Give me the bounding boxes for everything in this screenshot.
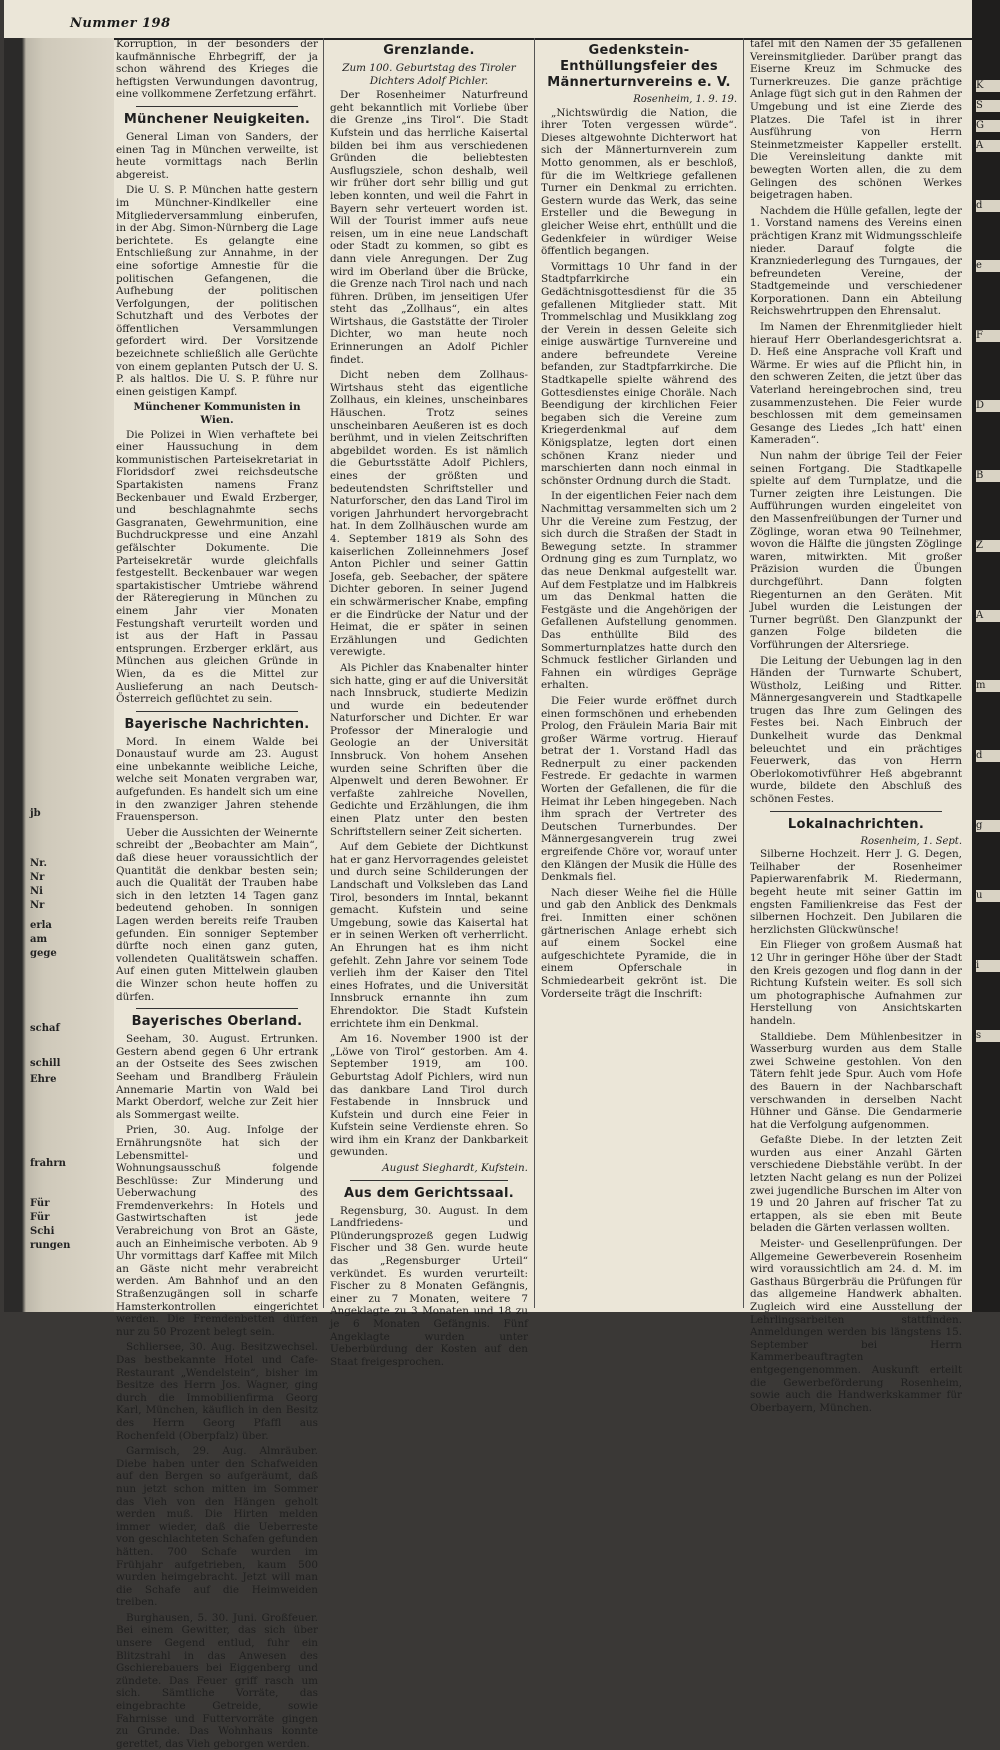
divider: [136, 1008, 298, 1009]
article-paragraph: Am 16. November 1900 ist der „Löwe von Tirol“ gestorben. Am 4. September 1919, am 100. Geburtstag Adolf Pichlers, wird nun das dankbare Land Tirol durch Festabende in Innsbruck und Kufstein und durch eine Feier in Kufstein seine Verdienste ehren. So wird ihm ein Kranz der Dankbarkeit gewunden.: [330, 1033, 528, 1159]
section-title-grenzlande: Grenzlande.: [383, 43, 475, 58]
article-paragraph: Im Namen der Ehrenmitglieder hielt hierauf Herr Oberlandesgerichtsrat a. D. Heß eine Ansprache voll Kraft und Wärme. Er wies auf die Pflicht hin, in den schweren Zeiten, die jetzt über das Vaterland hereingebrochen sind, treu zusammenzustehen. Die Feier wurde beschlossen mit dem gemeinsamen Gesange des Liedes „Ich hatt' einen Kameraden“.: [750, 321, 962, 447]
divider: [770, 811, 942, 812]
strip-fragment: K: [976, 80, 1000, 92]
strip-fragment: Z: [976, 540, 1000, 552]
dateline: Rosenheim, 1. Sept.: [860, 835, 962, 847]
article-paragraph: Der Rosenheimer Naturfreund geht bekanntlich mit Vorliebe über die Grenze „ins Tirol“. Die Stadt Kufstein und das herrliche Kaisertal bilden bei ihm aus verschiedenen Gründen die beliebtesten Ausflugsziele, schon deshalb, weil wir früher dort sehr billig und gut leben konnten, und weil die Fahrt in Bayern sehr verteuert worden ist. Will der Tourist immer aufs neue reisen, um in eine neue Landschaft oder Stadt zu kommen, so gibt es dann viele Anregungen. Der Zug wird im Oberland über die Brücke, die Grenze nach Tirol nach und nach führen. Drüben, im jenseitigen Ufer steht das „Zollhaus“, ein altes Wirtshaus, die Gaststätte der Tiroler Dichter, wo man heute noch Erinnerungen an Adolf Pichler findet.: [330, 89, 528, 366]
news-item: General Liman von Sanders, der einen Tag in München verweilte, ist heute vormittags nach Berlin abgereist.: [116, 130, 318, 181]
torn-left-margin: [4, 38, 114, 1312]
article-paragraph: Nach dieser Weihe fiel die Hülle und gab den Anblick des Denkmals frei. Inmitten einer schönen gärtnerischen Anlage erhebt sich auf einem Sockel eine aufgeschichtete Pyramide, die in einem Opferschale in Schmiedearbeit gekrönt ist. Die Vorderseite trägt die Inschrift:: [541, 886, 737, 1000]
news-item: Schliersee, 30. Aug. Besitzwechsel. Das bestbekannte Hotel und Cafe-Restaurant „Wendelstein“, bisher im Besitze des Herrn Jos. Wagner, ging durch die Immobilienfirma Georg Karl, München, käuflich in den Besitz des Herrn Georg Pfaffl aus Rochenfeld (Oberpfalz) über.: [116, 1341, 318, 1442]
divider: [136, 106, 298, 107]
margin-fragment: Ni: [30, 886, 43, 897]
column-1: [116, 38, 318, 1750]
news-item: Stalldiebe. Dem Mühlenbesitzer in Wasserburg wurden aus dem Stalle zwei Schweine gestohlen. Von den Tätern fehlt jede Spur. Auch vom Hofe des Bauern in der Nachbarschaft verschwanden in derselben Nacht Hühner und Gänse. Die Gendarmerie hat die Verfolgung aufgenommen.: [750, 1030, 962, 1131]
article-paragraph: In der eigentlichen Feier nach dem Nachmittag versammelten sich um 2 Uhr die Vereine zum Festzug, der sich durch die Straßen der Stadt in Bewegung setzte. In strammer Ordnung ging es zum Turnplatz, wo das neue Denkmal aufgestellt war. Auf dem Festplatze und im Halbkreis um das Denkmal hatten die Festgäste und die Angehörigen der Gefallenen Aufstellung genommen. Das enthüllte Bild des Sommerturnplatzes hatte durch den Schmuck festlicher Girlanden und Fahnen ein würdiges Gepräge erhalten.: [541, 490, 737, 692]
news-item: Seeham, 30. August. Ertrunken. Gestern abend gegen 6 Uhr ertrank an der Ostseite des Sees zwischen Seeham und Brandlberg Fräulein Annemarie Martin von Wald bei Markt Oberdorf, welche zur Zeit hier als Sommergast weilte.: [116, 1033, 318, 1121]
page-header: [4, 14, 972, 40]
margin-fragment: jb: [30, 808, 41, 819]
column-3: [541, 38, 737, 1300]
strip-fragment: d: [976, 750, 1000, 762]
column-rule: [323, 38, 324, 1308]
section-title-bayerische: Bayerische Nachrichten.: [124, 716, 310, 732]
strip-fragment: s: [976, 1030, 1000, 1042]
strip-fragment: S: [976, 100, 1000, 112]
news-item: Ueber die Aussichten der Weinernte schreibt der „Beobachter am Main“, daß diese heuer voraussichtlich der Quantität die denkbar besten sein; auch die Qualität der Trauben habe sich in den letzten 14 Tagen ganz bedeutend gehoben. In sonnigen Lagen werden bereits reife Trauben gefunden. Ein sonniger September dürfte noch einen ganz guten, vollendeten Qualitätswein schaffen. Auf einen guten Mittelwein glauben die Winzer schon heute hoffen zu dürfen.: [116, 826, 318, 1003]
strip-fragment: A: [976, 140, 1000, 152]
article-paragraph: Als Pichler das Knabenalter hinter sich hatte, ging er auf die Universität nach Innsbruck, studierte Medizin und wurde ein bedeutender Naturforscher und Dichter. Er war Professor der Mineralogie und Geologie an der Universität Innsbruck. Von hohem Ansehen wurden seine Schriften über die Alpenwelt und deren Bewohner. Er verfaßte zahlreiche Novellen, Gedichte und Erzählungen, die ihm einen Platz unter den besten Schriftstellern seiner Zeit sicherten.: [330, 661, 528, 838]
news-item: Ein Flieger von großem Ausmaß hat 12 Uhr in geringer Höhe über der Stadt den Kreis gezogen und flog dann in der Richtung Kufstein weiter. Es soll sich um photographische Aufnahmen zur Herstellung von Ansichtskarten handeln.: [750, 939, 962, 1027]
strip-fragment: e: [976, 260, 1000, 272]
strip-fragment: m: [976, 680, 1000, 692]
margin-fragment: am: [30, 934, 48, 945]
margin-fragment: erla: [30, 920, 52, 931]
article-paragraph: Dicht neben dem Zollhaus-Wirtshaus steht das eigentliche Zollhaus, ein kleines, unscheinbares Häuschen. Trotz seines unscheinbaren Aeußeren ist es doch berühmt, und in vielen Zeitschriften abgebildet worden. Es ist nämlich die Geburtsstätte Adolf Pichlers, eines der größten und bedeutendsten Schriftsteller und Naturforscher, den das Land Tirol im vorigen Jahrhundert hervorgebracht hat. In dem Zollhäuschen wurde am 4. September 1819 als Sohn des kaiserlichen Zolleinnehmers Josef Anton Pichler und seiner Gattin Josefa, geb. Seebacher, der spätere Dichter geboren. In seiner Jugend ein schwärmerischer Knabe, empfing er die Eindrücke der Natur und der Heimat, die er später in seinen Erzählungen und Gedichten verewigte.: [330, 369, 528, 659]
article-paragraph: Die Feier wurde eröffnet durch einen formschönen und erhebenden Prolog, den Fräulein Maria Bair mit großer Wärme vortrug. Hierauf betrat der 1. Vorstand Hadl das Rednerpult zu einer packenden Festrede. Er gedachte in warmen Worten der Gefallenen, die für die Heimat ihr Leben hingegeben. Nach ihm sprach der Vertreter des Deutschen Turnerbundes. Der Männergesangverein trug zwei ergreifende Chöre vor, worauf unter den Klängen der Musik die Hülle des Denkmals fiel.: [541, 694, 737, 884]
news-item: Die Polizei in Wien verhaftete bei einer Haussuchung in dem kommunistischen Parteisekretariat in Floridsdorf zwei reichsdeutsche Spartakisten namens Franz Beckenbauer und Ewald Erzberger, und beschlagnahmte sechs Gasgranaten, Gewehrmunition, eine Buchdruckpresse und eine Anzahl gefälschter Dokumente. Die Parteisekretär wurde gleichfalls festgestellt. Beckenbauer war wegen spartakistischer Umtriebe während der Räteregierung in München zu einem Jahr vier Monaten Festungshaft verurteilt worden und ist aus der Haft in Passau entsprungen. Erzberger erklärt, aus München aus gleichen Gründe in Wien, da es die Mittel zur Auslieferung an nach Deutsch-Österreich geflüchtet zu sein.: [116, 428, 318, 706]
margin-fragment: Ehre: [30, 1074, 57, 1085]
article-continuation: tafel mit den Namen der 35 gefallenen Vereinsmitglieder. Darüber prangt das Eiserne Kreuz im Schmucke des Turnerkreuzes. Die ganze prächtige Anlage fügt sich gut in den Rahmen der Umgebung und ist eine Zierde des Platzes. Die Tafel ist in ihrer Ausführung von Herrn Steinmetzmeister Kappeller erstellt. Die Vereinsleitung dankte mit bewegten Worten allen, die zu dem Gelingen des schönen Werkes beigetragen haben.: [750, 38, 962, 202]
margin-fragment: schill: [30, 1058, 61, 1069]
news-item: Mord. In einem Walde bei Donaustauf wurde am 23. August eine unbekannte weibliche Leiche, welche seit Monaten vergraben war, aufgefunden. Es handelt sich um eine in den zwanziger Jahren stehende Frauensperson.: [116, 735, 318, 824]
strip-fragment: d: [976, 200, 1000, 212]
dateline: Rosenheim, 1. 9. 19.: [633, 94, 737, 105]
margin-fragment: Nr: [30, 900, 45, 911]
margin-fragment: gege: [30, 948, 57, 959]
article-paragraph: Die Leitung der Uebungen lag in den Händen der Turnwarte Schubert, Wüstholz, Leißing und Ritter. Männergesangverein und Stadtkapelle trugen das Ihre zum Gelingen des Festes bei. Nach Einbruch der Dunkelheit wurde das Denkmal beleuchtet und ein prächtiges Feuerwerk, das von Herrn Oberlokomotivführer Heß abgebrannt wurde, bildete den Abschluß des schönen Festes.: [750, 654, 962, 806]
section-title-gerichtssaal: Aus dem Gerichtssaal.: [343, 1185, 515, 1201]
divider: [136, 711, 298, 712]
section-title-gedenkstein: Gedenkstein-Enthüllungsfeier des Männerturnvereins e. V.: [547, 43, 731, 90]
column-2: [330, 38, 528, 1368]
margin-fragment: Schi: [30, 1226, 55, 1237]
article-paragraph: Nachdem die Hülle gefallen, legte der 1. Vorstand namens des Vereins einen prächtigen Kranz mit Widmungsschleife nieder. Darauf folgte die Kranzniederlegung des Turngaues, der befreundeten Vereine, der Stadtgemeinde und verschiedener Korporationen. Dann ein Abteilung Reichswehrtruppen den Ehrensalut.: [750, 204, 962, 318]
margin-fragment: schaf: [30, 1023, 60, 1034]
news-item: Prien, 30. Aug. Infolge der Ernährungsnöte hat sich der Lebensmittel- und Wohnungsausschuß folgende Beschlüsse: Zur Minderung und Ueberwachung des Fremdenverkehrs: In Hotels und Gastwirtschaften ist jede Verabreichung von Brot an Gäste, auch an Einheimische verboten. Ab 9 Uhr vormittags darf Kaffee mit Milch an Gäste nicht mehr verabreicht werden. Am Bahnhof und an den Straßenzugängen soll in scharfe Hamsterkontrollen eingerichtet werden. Die Fremdenbetten dürfen nur zu 50 Prozent belegt sein.: [116, 1124, 318, 1338]
article-paragraph: Regensburg, 30. August. In dem Landfriedens- und Plünderungsprozeß gegen Ludwig Fischer und 38 Gen. wurde heute das „Regensburger Urteil“ verkündet. Es wurden verurteilt: Fischer zu 8 Monaten Gefängnis, einer zu 7 Monaten, weitere 7 Angeklagte zu 3 Monaten und 18 zu je 6 Monaten Gefängnis. Fünf Angeklagte wurden unter Ueberbürdung der Kosten auf den Staat freigesprochen.: [330, 1204, 528, 1368]
margin-fragment: Für: [30, 1212, 50, 1223]
section-title-lokal: Lokalnachrichten.: [787, 816, 925, 832]
news-item: Gefaßte Diebe. In der letzten Zeit wurden aus einer Anzahl Gärten verschiedene Diebstähle verübt. In der letzten Nacht gelang es nun der Polizei zwei jugendliche Burschen im Alter von 19 und 20 Jahren auf frischer Tat zu ertappen, als sie eben mit Beute beladen die Gärten verlassen wollten.: [750, 1134, 962, 1235]
strip-fragment: g: [976, 820, 1000, 832]
news-item: Die U. S. P. München hatte gestern im Münchner-Kindlkeller eine Mitgliederversammlung einberufen, in der Abg. Simon-Nürnberg die Lage berichtete. Es gelangte eine Entschließung zur Annahme, in der eine sofortige Amnestie für die politischen Gefangenen, die Aufhebung der politischen Verfolgungen, der politischen Schutzhaft und des Verbotes der öffentlichen Versammlungen gefordert wird. Der Vorsitzende bezeichnete schließlich alle Gerüchte von einem geplanten Putsch der U. S. P. als haltlos. Die U. S. P. führe nur einen geistigen Kampf.: [116, 184, 318, 398]
article-subtitle: Zum 100. Geburtstag des Tiroler Dichters Adolf Pichler.: [342, 62, 516, 87]
article-paragraph: Nun nahm der übrige Teil der Feier seinen Fortgang. Die Stadtkapelle spielte auf dem Turnplatze, und die Turner zeigten ihre Leistungen. Die Aufführungen wurden eingeleitet von den Massenfreiübungen der Turner und Zöglinge, woran etwa 90 Teilnehmer, wovon die Hälfte die jüngsten Zöglinge waren, mitwirkten. Mit großer Präzision wurden die Übungen durchgeführt. Dann folgten Riegenturnen an den Geräten. Mit Jubel wurden die Leistungen der Turner begrüßt. Den Glanzpunkt der ganzen Folge bildeten die Vorführungen der Altersriege.: [750, 450, 962, 651]
margin-fragment: Nr: [30, 872, 45, 883]
strip-fragment: B: [976, 470, 1000, 482]
margin-fragment: Für: [30, 1198, 50, 1209]
article-intro: Korruption, in der besonders der kaufmännische Ehrbegriff, der ja schon während des Krieges die heftigsten Verwundungen davontrug, eine vollkommene Zerfetzung erfährt.: [116, 38, 318, 101]
strip-fragment: G: [976, 120, 1000, 132]
column-rule: [743, 38, 744, 1308]
margin-fragment: frahrn: [30, 1158, 66, 1169]
section-title-muenchener: Münchener Neuigkeiten.: [123, 111, 311, 127]
news-item: Burghausen, 5. 30. Juni. Großfeuer. Bei einem Gewitter, das sich über unsere Gegend entlud, fuhr ein Blitzstrahl in das Anwesen des Gschierebauers bei Eiggenberg und zündete. Das Feuer griff rasch um sich. Sämtliche Vorräte, das eingebrachte Getreide, sowie Fahrnisse und Futtervorräte gingen zu Grunde. Das Wohnhaus konnte gerettet, das Vieh geborgen werden.: [116, 1611, 318, 1750]
newspaper-page: [4, 0, 972, 1750]
news-item: Silberne Hochzeit. Herr J. G. Degen, Teilhaber der Rosenheimer Papierwarenfabrik M. Riedermann, begeht heute mit seiner Gattin im engsten Familienkreise das Fest der silbernen Hochzeit. Den Jubilaren die herzlichsten Glückwünsche!: [750, 848, 962, 936]
news-item: Garmisch, 29. Aug. Almräuber. Diebe haben unter den Schafweiden auf den Bergen so aufgeräumt, daß nun jetzt schon mitten im Sommer das Vieh von den Hängen geholt werden muß. Die Hirten melden immer wieder, daß die Ueberreste von geschlachteten Schafen gefunden hätten. 700 Schafe wurden im Frühjahr aufgetrieben, kaum 500 wurden heimgebracht. Jetzt will man die Schafe auf die Heimweiden treiben.: [116, 1445, 318, 1609]
strip-fragment: D: [976, 400, 1000, 412]
news-item: Meister- und Gesellenprüfungen. Der Allgemeine Gewerbeverein Rosenheim wird voraussichtlich am 24. d. M. im Gasthaus Bürgerbräu die Prüfungen für das allgemeine Handwerk abhalten. Zugleich wird eine Ausstellung der Lehrlingsarbeiten stattfinden. Anmeldungen werden bis längstens 15. September bei Herrn Kammerbeauftragten entgegengenommen. Auskunft erteilt die Gewerbeförderung Rosenheim, sowie auch die Handwerkskammer für Oberbayern, München.: [750, 1238, 962, 1414]
adjacent-page-strip: [972, 0, 1000, 1312]
divider: [350, 1180, 508, 1181]
column-4: [750, 38, 962, 1414]
strip-fragment: A: [976, 610, 1000, 622]
page-number: Nummer 198: [70, 16, 171, 31]
strip-fragment: i: [976, 960, 1000, 972]
news-headline: Münchener Kommunisten in Wien.: [133, 401, 301, 427]
article-signature: August Sieghardt, Kufstein.: [382, 1162, 528, 1175]
column-rule: [534, 38, 535, 1308]
article-paragraph: Vormittags 10 Uhr fand in der Stadtpfarrkirche ein Gedächtnisgottesdienst für die 35 gefallenen Mitglieder statt. Mit Trommelschlag und Musikklang zog der Verein in dessen Geleite sich einige auswärtige Turnvereine und andere befreundete Vereine befanden, zur Stadtpfarrkirche. Die Stadtkapelle spielte während des Gottesdienstes einige Choräle. Nach Beendigung der kirchlichen Feier begaben sich die Vereine zum Kriegerdenkmal auf dem Königsplatze, legten dort einen schönen Kranz nieder und marschierten dann noch einmal in schönster Ordnung durch die Stadt.: [541, 260, 737, 487]
section-title-oberland: Bayerisches Oberland.: [131, 1014, 303, 1030]
article-paragraph: „Nichtswürdig die Nation, die ihrer Toten vergessen würde“. Dieses altgewohnte Dichterwort hat sich der Männerturnverein zum Motto genommen, als er beschloß, für die im Weltkriege gefallenen Turner ein Denkmal zu errichten. Gestern wurde das Werk, das seine Ersteller und die Bewegung in gleicher Weise ehrt, enthüllt und die Gedenkfeier in würdiger Weise öffentlich begangen.: [541, 106, 737, 258]
margin-fragment: Nr.: [30, 858, 47, 869]
margin-fragment: rungen: [30, 1240, 71, 1251]
strip-fragment: u: [976, 890, 1000, 902]
article-paragraph: Auf dem Gebiete der Dichtkunst hat er ganz Hervorragendes geleistet und durch seine Schilderungen der Landschaft und Volksleben das Land Tirol, besonders im Inntal, bekannt gemacht. Kufstein und seine Umgebung, sowie das Kaisertal hat er in seinen Werken oft verherrlicht. An Ehrungen hat es ihm nicht gefehlt. Zehn Jahre vor seinem Tode verlieh ihm der Kaiser den Titel eines Hofrates, und die Universität Innsbruck ernannte ihn zum Ehrendoktor. Die Stadt Kufstein errichtete ihm ein Denkmal.: [330, 841, 528, 1030]
strip-fragment: F: [976, 330, 1000, 342]
